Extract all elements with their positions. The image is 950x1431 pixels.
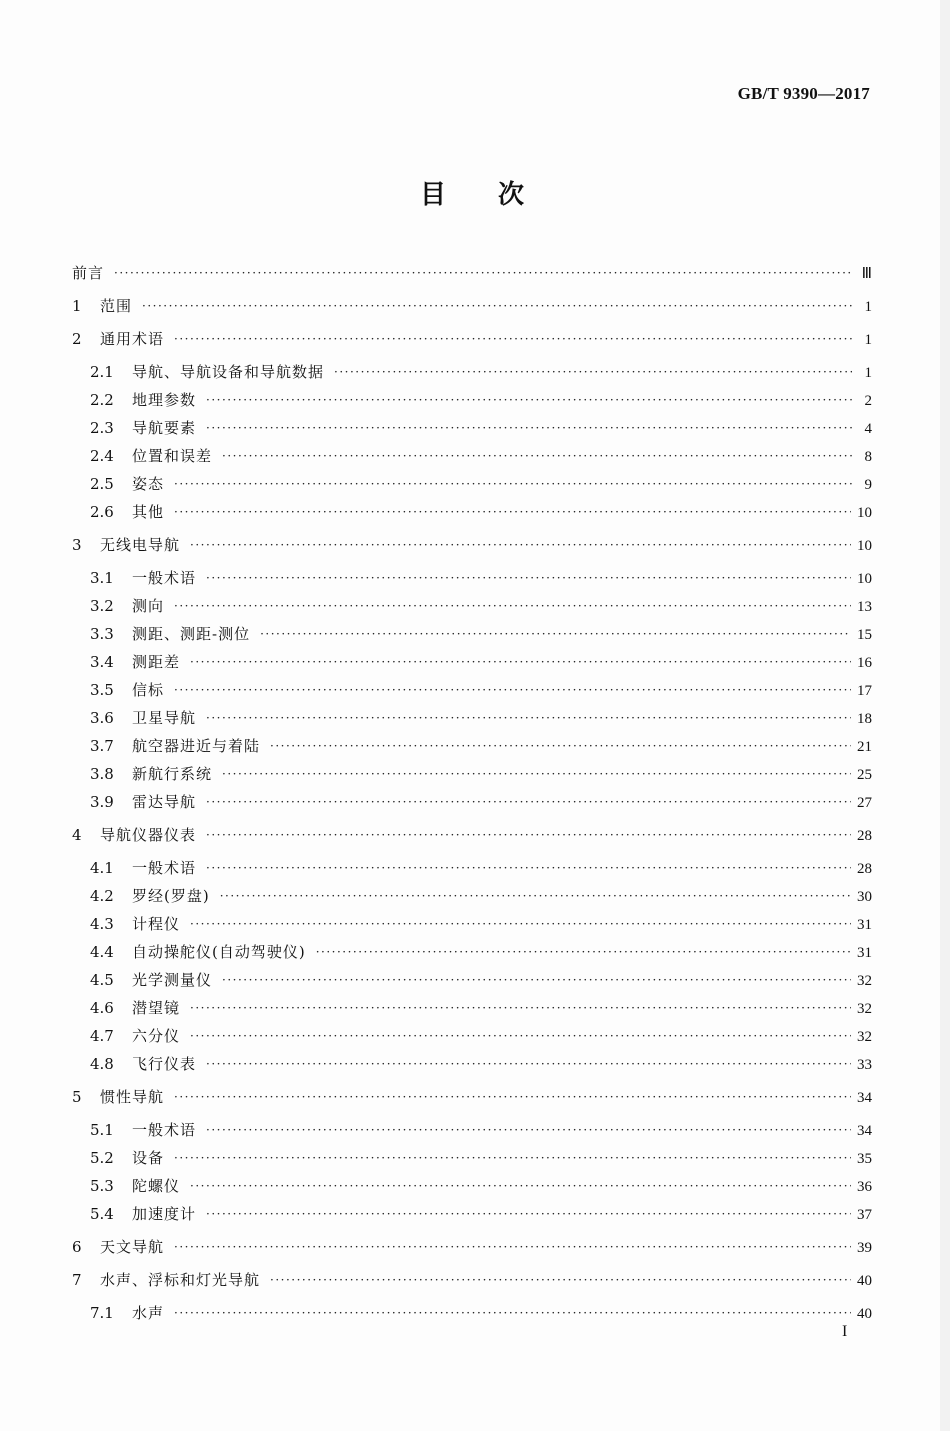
toc-leader-dots xyxy=(316,945,851,959)
toc-entry-title: 一般术语 xyxy=(132,1121,197,1139)
toc-entry-title: 一般术语 xyxy=(132,569,197,587)
toc-entry[interactable] xyxy=(90,1175,872,1201)
toc-entry[interactable] xyxy=(90,361,872,387)
toc-entry-number: 2.4 xyxy=(90,447,114,465)
toc-entry[interactable] xyxy=(90,791,872,817)
toc-entry-title: 天文导航 xyxy=(100,1238,165,1256)
toc-leader-dots xyxy=(270,1273,851,1287)
toc-entry-number: 5.1 xyxy=(90,1121,114,1139)
toc-entry[interactable] xyxy=(72,1236,872,1262)
toc-leader-dots xyxy=(206,861,851,875)
toc-leader-dots xyxy=(206,393,852,407)
toc-entry-number: 5.2 xyxy=(90,1149,114,1167)
toc-leader-dots xyxy=(174,1306,851,1320)
toc-entry-page: 1 xyxy=(864,365,872,381)
toc-entry-title: 卫星导航 xyxy=(132,709,197,727)
page-edge-shadow xyxy=(940,0,950,1431)
toc-entry[interactable] xyxy=(90,969,872,995)
toc-entry[interactable] xyxy=(90,623,872,649)
toc-leader-dots xyxy=(174,599,851,613)
toc-entry-title: 测距差 xyxy=(132,653,181,671)
toc-leader-dots xyxy=(206,1207,851,1221)
toc-entry-title: 惯性导航 xyxy=(100,1088,165,1106)
toc-entry-number: 2.1 xyxy=(90,363,114,381)
toc-entry-number: 4.3 xyxy=(90,915,114,933)
toc-entry-page: 4 xyxy=(864,421,872,437)
toc-entry-number: 5.3 xyxy=(90,1177,114,1195)
toc-entry-number: 3.5 xyxy=(90,681,114,699)
toc-leader-dots xyxy=(190,917,851,931)
toc-entry-title: 航空器进近与着陆 xyxy=(132,737,261,755)
toc-leader-dots xyxy=(206,571,851,585)
toc-entry-number: 3 xyxy=(72,536,82,554)
toc-entry[interactable] xyxy=(90,763,872,789)
toc-entry-page: 27 xyxy=(857,795,872,811)
toc-entry-number: 4.8 xyxy=(90,1055,114,1073)
toc-leader-dots xyxy=(222,449,852,463)
toc-entry[interactable] xyxy=(90,651,872,677)
toc-entry-title: 导航、导航设备和导航数据 xyxy=(132,363,325,381)
toc-entry-title: 范围 xyxy=(100,297,133,315)
toc-entry-number: 5.4 xyxy=(90,1205,114,1223)
toc-entry-page: 16 xyxy=(857,655,872,671)
toc-entry-title: 一般术语 xyxy=(132,859,197,877)
toc-entry-number: 7.1 xyxy=(90,1304,114,1322)
toc-entry-title: 水声 xyxy=(132,1304,165,1322)
toc-entry-title: 测距、测距-测位 xyxy=(132,625,251,643)
toc-entry-page: 34 xyxy=(857,1090,872,1106)
toc-entry[interactable] xyxy=(72,1086,872,1112)
toc-entry-number: 3.3 xyxy=(90,625,114,643)
toc-entry[interactable] xyxy=(90,1147,872,1173)
toc-entry-page: 15 xyxy=(857,627,872,643)
toc-entry-number: 7 xyxy=(72,1271,82,1289)
toc-leader-dots xyxy=(190,1179,851,1193)
toc-entry-title: 信标 xyxy=(132,681,165,699)
toc-entry-page: 28 xyxy=(857,828,872,844)
toc-entry[interactable] xyxy=(90,389,872,415)
toc-leader-dots xyxy=(190,1029,851,1043)
toc-entry-page: 33 xyxy=(857,1057,872,1073)
toc-entry-number: 2.2 xyxy=(90,391,114,409)
toc-entry[interactable] xyxy=(90,595,872,621)
toc-entry-number: 2 xyxy=(72,330,82,348)
toc-leader-dots xyxy=(174,1090,851,1104)
toc-entry-number: 4.5 xyxy=(90,971,114,989)
toc-entry-title: 雷达导航 xyxy=(132,793,197,811)
toc-entry-title: 姿态 xyxy=(132,475,165,493)
toc-entry-title: 其他 xyxy=(132,503,165,521)
toc-entry-page: 32 xyxy=(857,973,872,989)
toc-entry[interactable] xyxy=(90,1053,872,1079)
toc-leader-dots xyxy=(260,627,851,641)
toc-entry-page: 17 xyxy=(857,683,872,699)
toc-entry-page: 28 xyxy=(857,861,872,877)
toc-entry-page: 18 xyxy=(857,711,872,727)
toc-entry-title: 自动操舵仪(自动驾驶仪) xyxy=(132,943,306,961)
toc-leader-dots xyxy=(142,299,852,313)
toc-entry-title: 罗经(罗盘) xyxy=(132,887,210,905)
toc-entry-title: 潜望镜 xyxy=(132,999,181,1017)
page-folio: I xyxy=(842,1323,848,1340)
toc-entry[interactable] xyxy=(90,997,872,1023)
toc-entry[interactable] xyxy=(72,295,872,321)
toc-entry-page: 13 xyxy=(857,599,872,615)
toc-entry[interactable] xyxy=(90,913,872,939)
toc-leader-dots xyxy=(206,1123,851,1137)
toc-entry[interactable] xyxy=(90,1119,872,1145)
toc-entry-number: 3.8 xyxy=(90,765,114,783)
toc-entry-title: 飞行仪表 xyxy=(132,1055,197,1073)
toc-leader-dots xyxy=(206,711,851,725)
toc-entry-number: 4 xyxy=(72,826,82,844)
toc-leader-dots xyxy=(220,889,851,903)
toc-entry[interactable] xyxy=(72,328,872,354)
toc-entry-title: 前言 xyxy=(72,264,105,282)
toc-entry-page: 32 xyxy=(857,1001,872,1017)
toc-entry-page: 39 xyxy=(857,1240,872,1256)
toc-entry-number: 3.9 xyxy=(90,793,114,811)
toc-entry-page: 9 xyxy=(864,477,872,493)
toc-entry-title: 测向 xyxy=(132,597,165,615)
toc-entry[interactable] xyxy=(90,417,872,443)
toc-entry-page: 40 xyxy=(857,1306,872,1322)
toc-entry-title: 加速度计 xyxy=(132,1205,197,1223)
toc-entry[interactable] xyxy=(90,567,872,593)
toc-entry-title: 导航仪器仪表 xyxy=(100,826,197,844)
toc-leader-dots xyxy=(270,739,851,753)
toc-entry-title: 位置和误差 xyxy=(132,447,213,465)
toc-entry-title: 新航行系统 xyxy=(132,765,213,783)
toc-entry-page: 37 xyxy=(857,1207,872,1223)
toc-entry[interactable] xyxy=(90,707,872,733)
toc-entry[interactable] xyxy=(90,885,872,911)
toc-entry-page: 10 xyxy=(857,505,872,521)
toc-leader-dots xyxy=(174,505,851,519)
toc-entry-page: 1 xyxy=(864,299,872,315)
toc-leader-dots xyxy=(206,795,851,809)
standard-number: GB/T 9390—2017 xyxy=(737,84,870,103)
toc-leader-dots xyxy=(190,655,851,669)
toc-entry-page: 35 xyxy=(857,1151,872,1167)
toc-entry-page: 34 xyxy=(857,1123,872,1139)
toc-entry-page: Ⅲ xyxy=(861,266,872,282)
toc-entry-title: 光学测量仪 xyxy=(132,971,213,989)
toc-entry-page: 1 xyxy=(864,332,872,348)
toc-entry-number: 2.6 xyxy=(90,503,114,521)
toc-leader-dots xyxy=(334,365,852,379)
toc-entry[interactable] xyxy=(90,735,872,761)
toc-entry-title: 计程仪 xyxy=(132,915,181,933)
toc-entry[interactable] xyxy=(72,262,872,288)
toc-entry-number: 2.5 xyxy=(90,475,114,493)
toc-leader-dots xyxy=(222,767,851,781)
toc-entry-number: 2.3 xyxy=(90,419,114,437)
toc-entry-page: 8 xyxy=(864,449,872,465)
toc-entry-number: 3.6 xyxy=(90,709,114,727)
toc-entry-number: 4.6 xyxy=(90,999,114,1017)
toc-entry-title: 无线电导航 xyxy=(100,536,181,554)
toc-entry[interactable] xyxy=(90,473,872,499)
toc-leader-dots xyxy=(190,1001,851,1015)
toc-entry-title: 通用术语 xyxy=(100,330,165,348)
toc-title: 目次 xyxy=(419,180,576,210)
toc-entry-title: 设备 xyxy=(132,1149,165,1167)
toc-entry[interactable] xyxy=(90,1302,872,1328)
toc-entry-number: 5 xyxy=(72,1088,82,1106)
toc-entry-page: 10 xyxy=(857,538,872,554)
toc-leader-dots xyxy=(206,421,852,435)
toc-entry-page: 31 xyxy=(857,945,872,961)
toc-leader-dots xyxy=(206,1057,851,1071)
toc-entry-title: 导航要素 xyxy=(132,419,197,437)
toc-entry-title: 陀螺仪 xyxy=(132,1177,181,1195)
toc-entry-number: 4.4 xyxy=(90,943,114,961)
toc-leader-dots xyxy=(206,828,851,842)
toc-entry[interactable] xyxy=(90,1203,872,1229)
toc-entry-page: 10 xyxy=(857,571,872,587)
toc-entry[interactable] xyxy=(90,1025,872,1051)
toc-entry-title: 六分仪 xyxy=(132,1027,181,1045)
toc-entry-number: 3.7 xyxy=(90,737,114,755)
toc-entry-title: 水声、浮标和灯光导航 xyxy=(100,1271,261,1289)
toc-leader-dots xyxy=(174,1240,851,1254)
toc-entry-title: 地理参数 xyxy=(132,391,197,409)
toc-leader-dots xyxy=(174,683,851,697)
toc-entry-page: 32 xyxy=(857,1029,872,1045)
toc-leader-dots xyxy=(174,477,852,491)
toc-entry[interactable] xyxy=(72,1269,872,1295)
toc-entry-page: 36 xyxy=(857,1179,872,1195)
toc-leader-dots xyxy=(114,266,852,280)
toc-entry[interactable] xyxy=(72,534,872,560)
toc-entry-number: 4.1 xyxy=(90,859,114,877)
toc-entry-number: 4.7 xyxy=(90,1027,114,1045)
toc-entry-page: 2 xyxy=(864,393,872,409)
toc-entry-page: 21 xyxy=(857,739,872,755)
toc-entry[interactable] xyxy=(90,941,872,967)
toc-entry[interactable] xyxy=(90,501,872,527)
toc-entry-number: 3.4 xyxy=(90,653,114,671)
toc-entry-page: 30 xyxy=(857,889,872,905)
toc-entry[interactable] xyxy=(90,679,872,705)
toc-leader-dots xyxy=(190,538,851,552)
toc-leader-dots xyxy=(174,1151,851,1165)
toc-entry-page: 40 xyxy=(857,1273,872,1289)
toc-entry-number: 3.1 xyxy=(90,569,114,587)
toc-leader-dots xyxy=(222,973,851,987)
toc-entry-number: 4.2 xyxy=(90,887,114,905)
toc-entry[interactable] xyxy=(90,445,872,471)
toc-entry-number: 1 xyxy=(72,297,82,315)
toc-entry-page: 25 xyxy=(857,767,872,783)
toc-entry-page: 31 xyxy=(857,917,872,933)
toc-leader-dots xyxy=(174,332,852,346)
toc-entry[interactable] xyxy=(72,824,872,850)
toc-entry-number: 6 xyxy=(72,1238,82,1256)
toc-entry-number: 3.2 xyxy=(90,597,114,615)
toc-entry[interactable] xyxy=(90,857,872,883)
